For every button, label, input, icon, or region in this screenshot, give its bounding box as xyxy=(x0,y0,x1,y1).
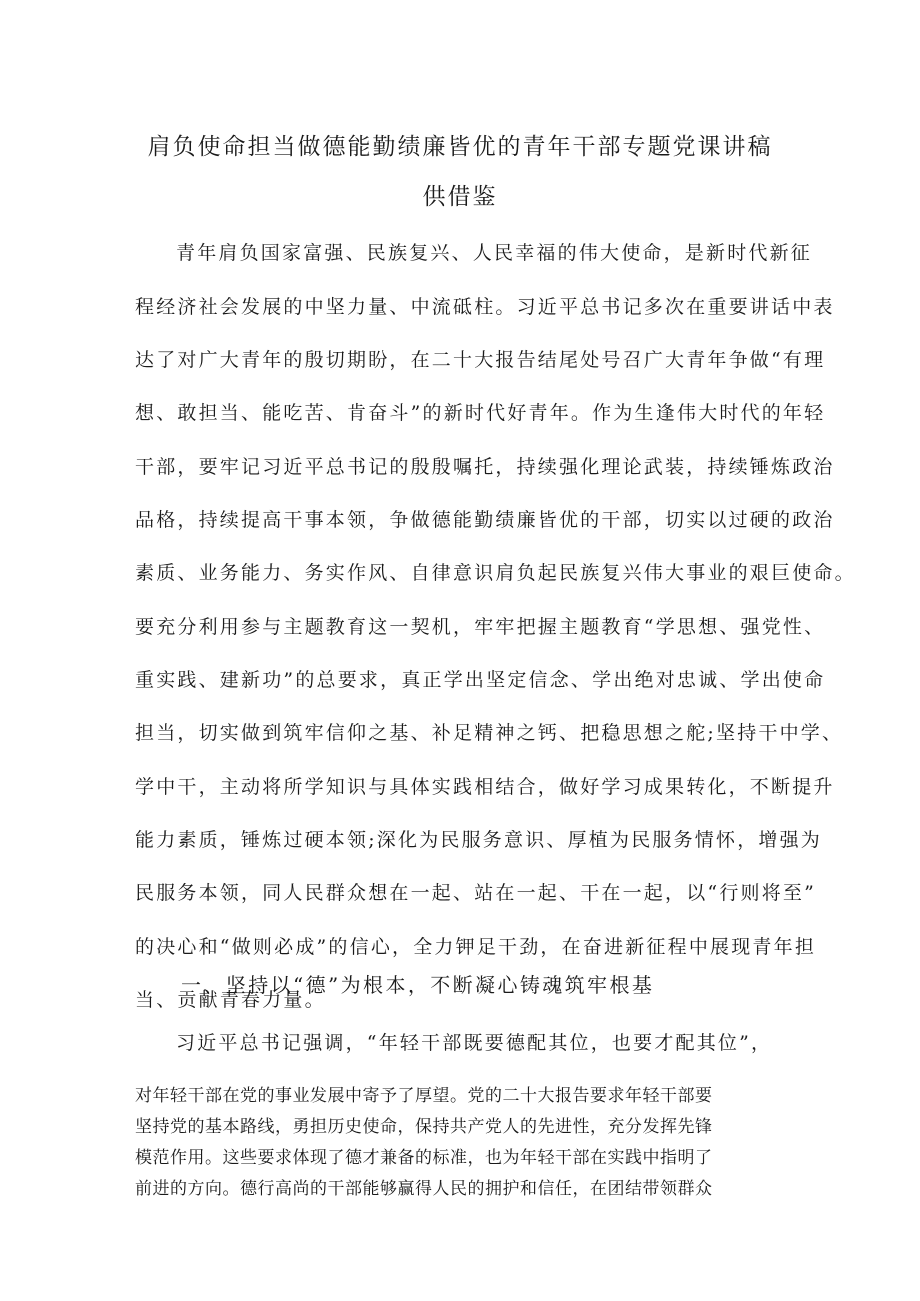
section-line: 坚持党的基本路线，勇担历史使命，保持共产党人的先进性，充分发挥先锋 xyxy=(135,1117,713,1137)
intro-line: 达了对广大青年的殷切期盼，在二十大报告结尾处号召广大青年争做“有理 xyxy=(135,349,826,371)
section-line: 模范作用。这些要求体现了德才兼备的标准，也为年轻干部在实践中指明了 xyxy=(135,1148,713,1168)
intro-line: 能力素质，锤炼过硬本领;深化为民服务意识、厚植为民服务情怀，增强为 xyxy=(135,829,823,851)
intro-line: 素质、业务能力、务实作风、自律意识肩负起民族复兴伟大事业的艰巨使命。 xyxy=(135,562,856,584)
intro-line: 品格，持续提高干事本领，争做德能勤绩廉皆优的干部，切实以过硬的政治 xyxy=(135,509,835,531)
section-quote-line: 习近平总书记强调，“年轻干部既要德配其位，也要才配其位”， xyxy=(176,1032,773,1054)
document-subtitle: 供借鉴 xyxy=(422,184,498,210)
intro-line: 要充分利用参与主题教育这一契机，牢牢把握主题教育“学思想、强党性、 xyxy=(135,616,826,638)
intro-line: 民服务本领，同人民群众想在一起、站在一起、干在一起，以“行则将至” xyxy=(135,882,817,904)
intro-line: 想、敢担当、能吃苦、肯奋斗”的新时代好青年。作为生逢伟大时代的年轻 xyxy=(135,402,826,424)
intro-line: 的决心和“做则必成”的信心，全力钾足干劲，在奋进新征程中展现青年担 xyxy=(135,936,817,958)
intro-line: 重实践、建新功”的总要求，真正学出坚定信念、学出绝对忠诚、学出使命 xyxy=(135,669,826,691)
intro-line: 当、贡献青春力量。 xyxy=(135,989,326,1011)
section-line: 对年轻干部在党的事业发展中寄予了厚望。党的二十大报告要求年轻干部要 xyxy=(135,1086,713,1106)
section-line: 前进的方向。德行高尚的干部能够赢得人民的拥护和信任，在团结带领群众 xyxy=(135,1179,713,1199)
intro-line: 青年肩负国家富强、民族复兴、人民幸福的伟大使命，是新时代新征 xyxy=(176,242,813,264)
intro-line: 程经济社会发展的中坚力量、中流砥柱。习近平总书记多次在重要讲话中表 xyxy=(135,296,835,318)
intro-line: 学中干，主动将所学知识与具体实践相结合，做好学习成果转化，不断提升 xyxy=(135,776,835,798)
section-heading: 一、坚持以“德”为根本，不断凝心铸魂筑牢根基 xyxy=(181,973,655,997)
intro-line: 干部，要牢记习近平总书记的殷殷嘱托，持续强化理论武装，持续锤炼政治 xyxy=(135,456,835,478)
intro-line: 担当，切实做到筑牢信仰之基、补足精神之钙、把稳思想之舵;坚持干中学、 xyxy=(135,722,844,744)
document-title: 肩负使命担当做德能勤绩廉皆优的青年干部专题党课讲稿 xyxy=(147,134,773,160)
